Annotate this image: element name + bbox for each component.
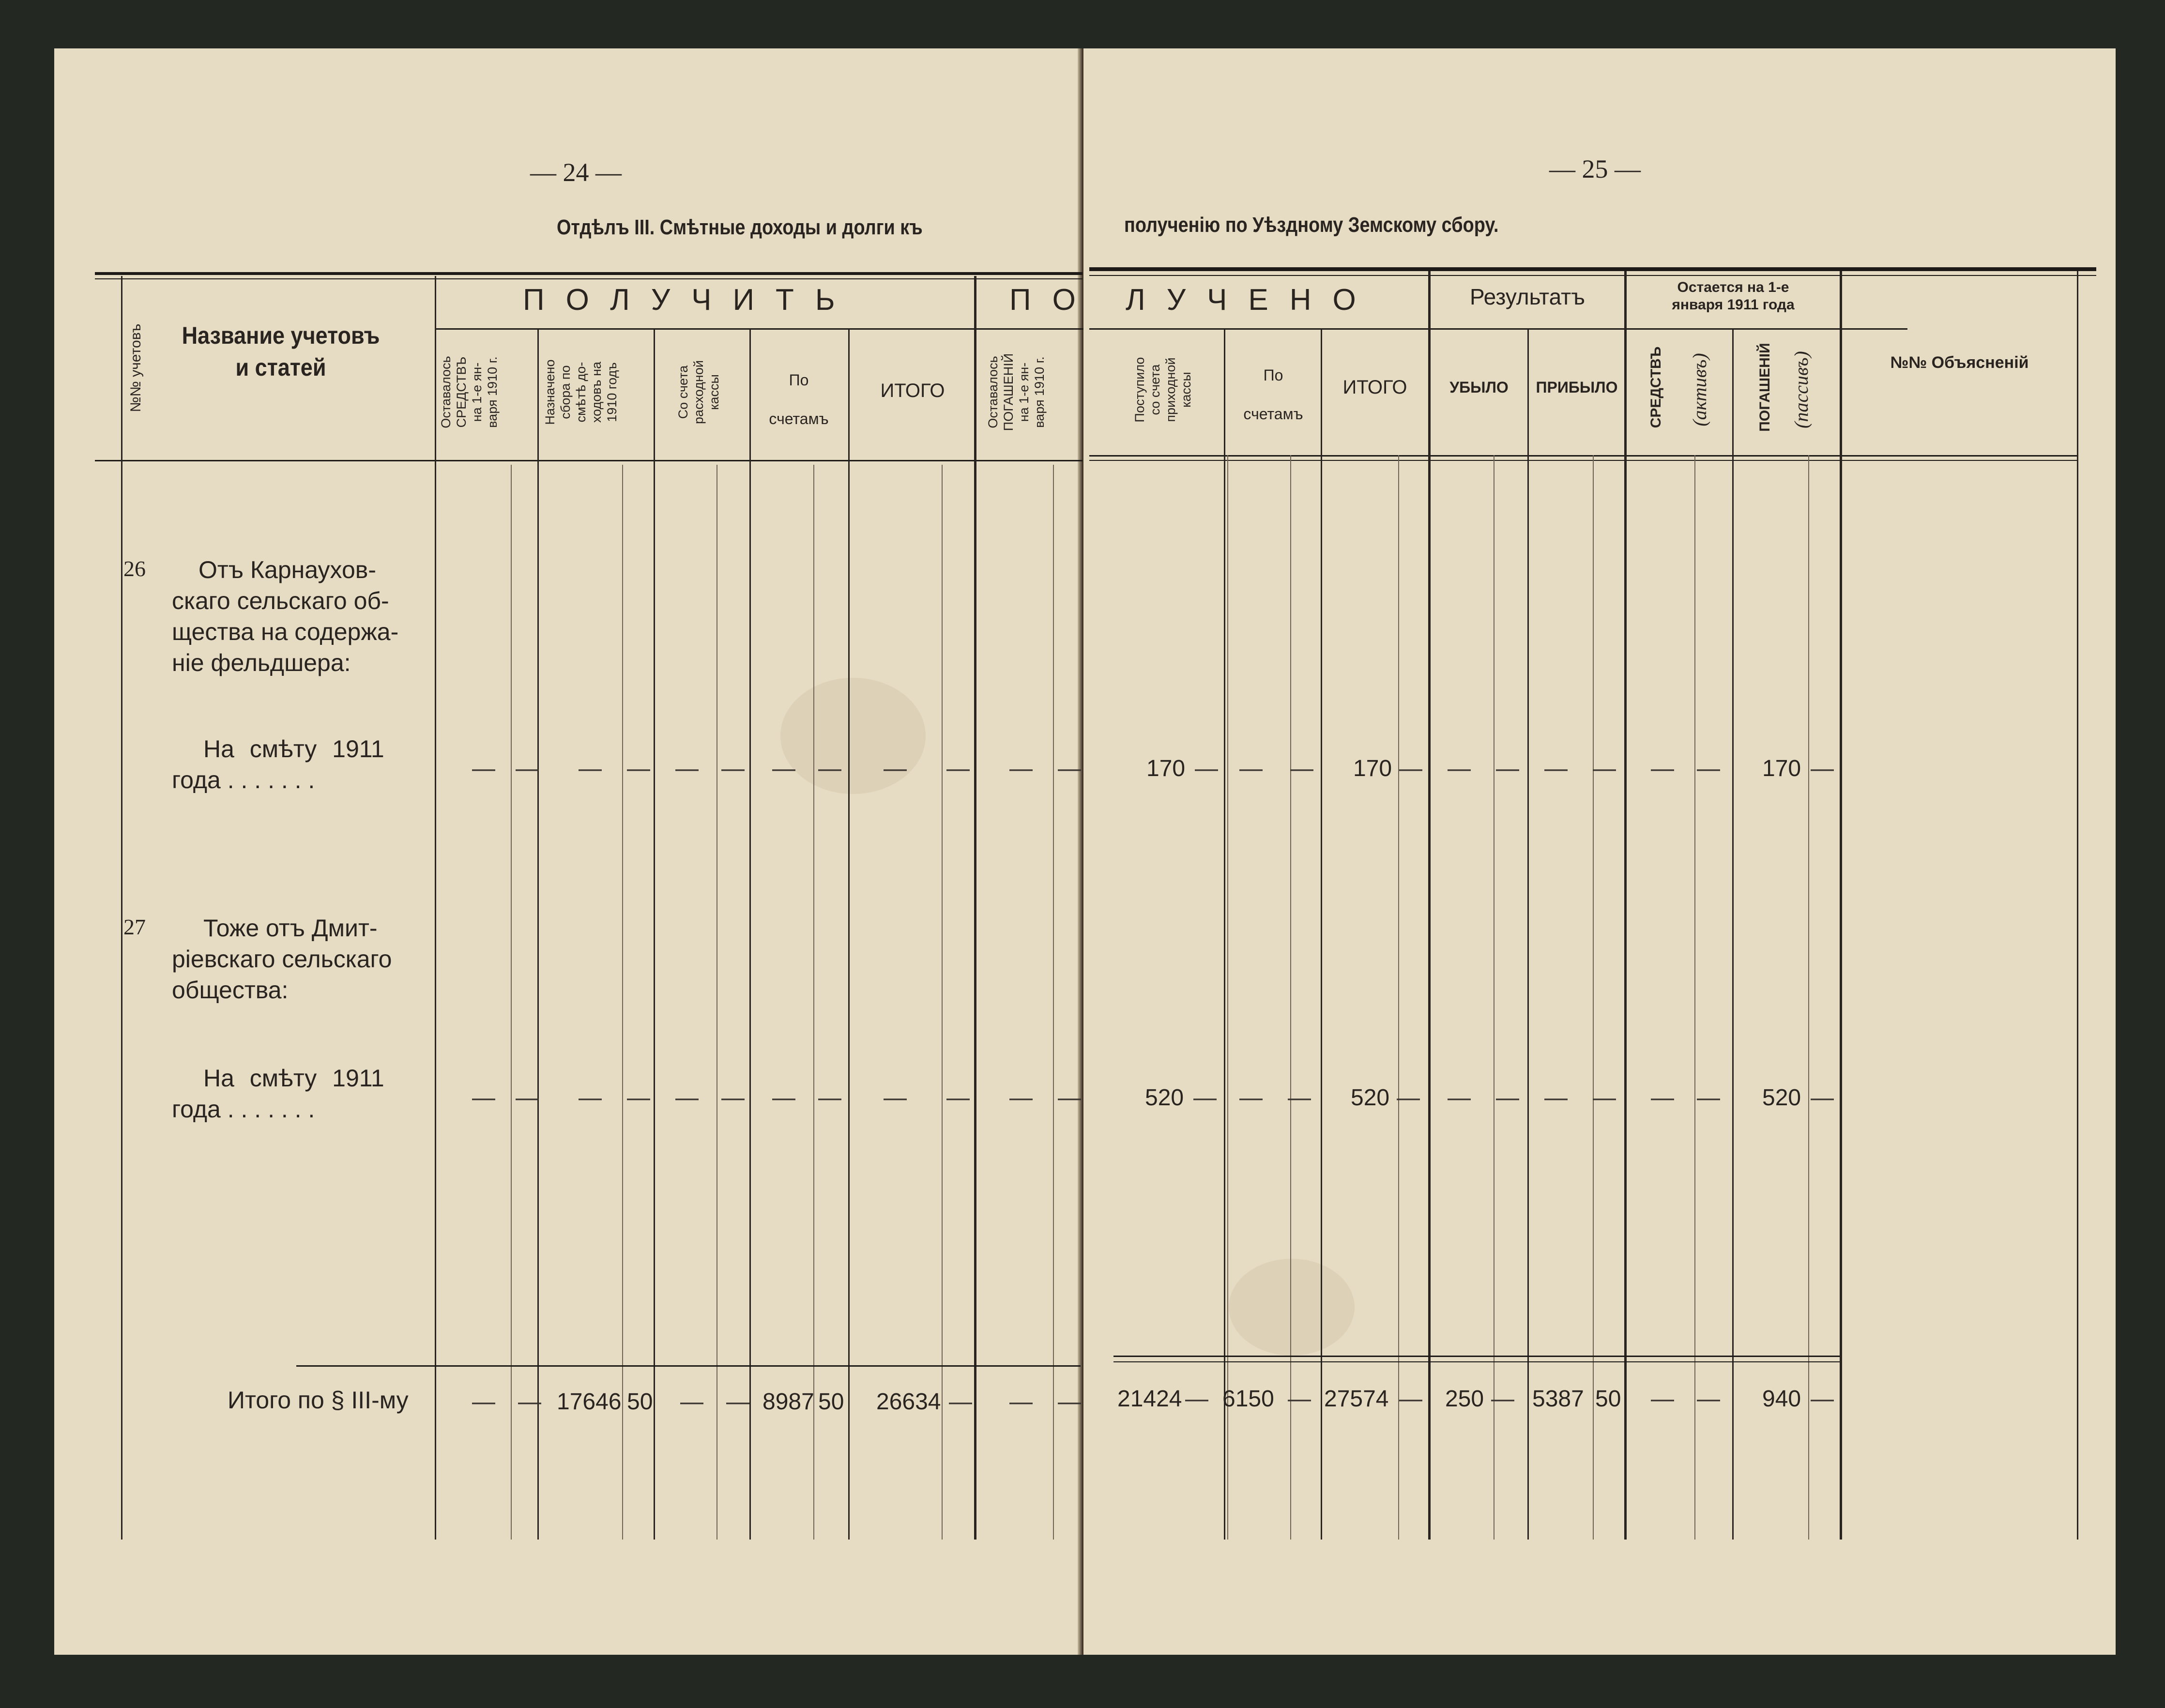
- totals-rule-left: [296, 1365, 1081, 1367]
- col-rule: [2077, 271, 2078, 1540]
- row26-dash: —: [1593, 756, 1616, 781]
- header-pribylo: ПРИБЫЛО: [1536, 379, 1618, 396]
- total-po-schetam-kopecks: 50: [818, 1389, 844, 1415]
- total-dash: —: [726, 1389, 749, 1415]
- col-rule: [1321, 329, 1322, 1540]
- col-rule: [1290, 455, 1291, 1540]
- row27-dash: —: [1697, 1085, 1720, 1111]
- total-dash: —: [518, 1389, 541, 1415]
- header-bottom-rule-right-2: [1089, 460, 2077, 461]
- row26-text-line1: Отъ Карнаухов-: [198, 556, 376, 583]
- top-rule-left: [95, 272, 1082, 275]
- total-ubylo: 250: [1445, 1386, 1484, 1412]
- row27-dash: —: [1811, 1085, 1834, 1111]
- total-postupilo: 21424: [1117, 1386, 1182, 1412]
- total-dash: —: [1009, 1389, 1033, 1415]
- header-postupilo: Поступило со счета приходной кассы: [1132, 357, 1193, 423]
- header-sredstv: СРЕДСТВЪ: [1648, 346, 1664, 428]
- total-dash: —: [472, 1389, 495, 1415]
- total-dash: —: [1491, 1386, 1514, 1412]
- total-po-schetam: 8987: [762, 1389, 814, 1415]
- header-aktiv: (активъ): [1689, 353, 1710, 427]
- row26-dash: —: [472, 756, 495, 781]
- header-col-name: Название учетовъ и статей: [182, 322, 380, 381]
- col-rule: [1527, 329, 1529, 1540]
- total-pogasheniy: 940: [1762, 1386, 1801, 1412]
- col-rule: [654, 329, 655, 1540]
- header-pogasheniy: ПОГАШЕНІЙ: [1757, 343, 1773, 432]
- top-rule-left-thin: [95, 278, 1082, 279]
- col-rule: [1808, 455, 1809, 1540]
- col-rule: [1840, 271, 1842, 1540]
- row27-dash: —: [818, 1085, 841, 1111]
- row27-text-line3: общества:: [172, 976, 289, 1004]
- row26-dash: —: [516, 756, 539, 781]
- row26-dash: —: [1448, 756, 1471, 781]
- row27-dash: —: [721, 1085, 745, 1111]
- left-page-number: — 24 —: [530, 158, 622, 187]
- total-dash: —: [1697, 1386, 1720, 1412]
- row27-pogasheniy: 520: [1762, 1085, 1801, 1111]
- header-ostalos-pogasheniy: Оставалось ПОГАШЕНІЙ на 1-е ян- варя 1910 г.: [986, 353, 1047, 431]
- group-rule-right: [1089, 328, 1907, 330]
- row26-dash: —: [1651, 756, 1674, 781]
- row27-dash: —: [516, 1085, 539, 1111]
- row27-text-line2: ріевскаго сельскаго: [172, 946, 392, 973]
- row26-dash: —: [772, 756, 795, 781]
- row26-dash: —: [946, 756, 970, 781]
- row26-dash: —: [627, 756, 650, 781]
- col-rule: [1053, 465, 1054, 1540]
- total-dash: —: [1058, 1389, 1081, 1415]
- row27-dash: —: [1448, 1085, 1471, 1111]
- total-pribylo-kopecks: 50: [1595, 1386, 1621, 1412]
- total-naznacheno: 17646: [557, 1389, 622, 1415]
- row27-sub-line1: На смѣту 1911: [203, 1065, 384, 1092]
- total-naznacheno-kopecks: 50: [627, 1389, 653, 1415]
- header-ubylo: УБЫЛО: [1449, 379, 1509, 396]
- row26-dash: —: [721, 756, 745, 781]
- total-dash: —: [680, 1389, 703, 1415]
- col-rule: [848, 329, 850, 1540]
- total-dash: —: [1288, 1386, 1311, 1412]
- group-rule-left: [435, 328, 1083, 330]
- row27-dash: —: [579, 1085, 602, 1111]
- row27-dash: —: [1397, 1085, 1420, 1111]
- col-rule: [435, 276, 436, 1540]
- row27-text-line1: Тоже отъ Дмит-: [203, 915, 378, 942]
- row26-dash: —: [579, 756, 602, 781]
- header-bottom-rule-right: [1089, 455, 2077, 457]
- col-rule: [813, 465, 814, 1540]
- col-rule: [749, 329, 751, 1540]
- row27-dash: —: [1593, 1085, 1616, 1111]
- total-dash: —: [1651, 1386, 1674, 1412]
- col-rule: [537, 329, 539, 1540]
- row27-dash: —: [946, 1085, 970, 1111]
- header-itogo: ИТОГО: [880, 380, 945, 401]
- col-rule: [1428, 271, 1431, 1540]
- row27-dash: —: [675, 1085, 699, 1111]
- col-rule: [1398, 455, 1399, 1540]
- row27-dash: —: [1288, 1085, 1311, 1111]
- row27-dash: —: [884, 1085, 907, 1111]
- row26-postupilo: 170: [1146, 756, 1186, 781]
- header-itogo-right: ИТОГО: [1342, 377, 1407, 398]
- total-dash: —: [949, 1389, 972, 1415]
- row26-dash: —: [1399, 756, 1422, 781]
- row26-dash: —: [1195, 756, 1218, 781]
- header-ostalos-sredstv: Оставалось СРЕДСТВЪ на 1-е ян- варя 1910 г.: [439, 356, 500, 428]
- row26-sub-line1: На смѣту 1911: [203, 735, 384, 762]
- total-po-schetam-right: 6150: [1222, 1386, 1274, 1412]
- col-rule: [622, 465, 623, 1540]
- row27-dash: —: [1009, 1085, 1033, 1111]
- header-naznacheno: Назначено сбора по смѣтѣ до- ходовъ на 1910 годъ: [543, 359, 619, 425]
- row27-dash: —: [1058, 1085, 1081, 1111]
- row26-dash: —: [1544, 756, 1568, 781]
- header-so-scheta-rashodnoy: Со счета расходной кассы: [676, 360, 721, 424]
- header-group-lucheno: ЛУЧЕНО: [1126, 283, 1377, 317]
- col-rule: [121, 276, 122, 1540]
- header-po-schetam: По счетамъ: [769, 371, 829, 427]
- row26-dash: —: [1496, 756, 1519, 781]
- row27-number: 27: [123, 915, 146, 939]
- row27-sub-line2: года . . . . . . .: [172, 1096, 315, 1123]
- row26-dash: —: [1697, 756, 1720, 781]
- row27-dash: —: [472, 1085, 495, 1111]
- top-rule-right: [1089, 267, 2096, 271]
- header-group-poluchit: ПОЛУЧИТЬ: [523, 283, 856, 317]
- row26-text-line4: ніе фельдшера:: [172, 649, 351, 676]
- header-obyasneniy: №№ Объясненій: [1890, 353, 2029, 372]
- col-rule: [1224, 329, 1225, 1540]
- col-rule: [1694, 455, 1695, 1540]
- row26-dash: —: [1009, 756, 1033, 781]
- row26-dash: —: [675, 756, 699, 781]
- row26-dash: —: [884, 756, 907, 781]
- row27-dash: —: [1651, 1085, 1674, 1111]
- row26-text-line3: щества на содержа-: [172, 618, 399, 645]
- totals-rule-right-2: [1113, 1361, 1840, 1362]
- row27-dash: —: [772, 1085, 795, 1111]
- row26-number: 26: [123, 556, 146, 581]
- top-rule-right-thin: [1089, 275, 2096, 276]
- right-page-number: — 25 —: [1549, 154, 1641, 183]
- header-bottom-rule-left: [95, 460, 1082, 461]
- row26-text-line2: скаго сельскаго об-: [172, 587, 389, 614]
- row26-dash: —: [1058, 756, 1081, 781]
- row26-dash: —: [818, 756, 841, 781]
- right-page-heading: полученію по Уѣздному Земскому сбору.: [1124, 213, 1499, 237]
- header-po-schetam-right: По счетамъ: [1243, 366, 1303, 423]
- header-group-ostaetsya: Остается на 1-е января 1911 года: [1672, 279, 1795, 313]
- col-rule: [1593, 455, 1594, 1540]
- row27-dash: —: [1496, 1085, 1519, 1111]
- col-rule: [1227, 455, 1228, 1540]
- row26-sub-line2: года . . . . . . .: [172, 766, 315, 793]
- header-passiv: (пассивъ): [1790, 351, 1812, 428]
- row26-dash: —: [1239, 756, 1263, 781]
- header-group-rezultat: Результатъ: [1470, 284, 1585, 309]
- header-col-num: №№ учетовъ: [128, 323, 144, 412]
- total-dash: —: [1185, 1386, 1208, 1412]
- col-rule: [511, 465, 512, 1540]
- total-itogo-right: 27574: [1324, 1386, 1389, 1412]
- row27-dash: —: [1193, 1085, 1217, 1111]
- row27-postupilo: 520: [1145, 1085, 1184, 1111]
- row27-dash: —: [1239, 1085, 1263, 1111]
- total-dash: —: [1811, 1386, 1834, 1412]
- col-rule: [942, 465, 943, 1540]
- row26-pogasheniy: 170: [1762, 756, 1801, 781]
- row26-itogo: 170: [1353, 756, 1392, 781]
- left-page-heading: Отдѣлъ III. Смѣтные доходы и долги къ: [557, 215, 923, 239]
- col-rule: [974, 276, 976, 1540]
- totals-rule-right: [1113, 1356, 1840, 1357]
- total-pribylo: 5387: [1532, 1386, 1584, 1412]
- row26-dash: —: [1811, 756, 1834, 781]
- total-dash: —: [1399, 1386, 1422, 1412]
- total-itogo: 26634: [876, 1389, 941, 1415]
- row27-itogo: 520: [1351, 1085, 1390, 1111]
- col-rule: [1732, 329, 1734, 1540]
- header-group-po: ПО: [1009, 283, 1097, 317]
- total-label: Итого по § III-му: [228, 1387, 409, 1414]
- row26-dash: —: [1290, 756, 1313, 781]
- col-rule: [1624, 271, 1627, 1540]
- row27-dash: —: [627, 1085, 650, 1111]
- row27-dash: —: [1544, 1085, 1568, 1111]
